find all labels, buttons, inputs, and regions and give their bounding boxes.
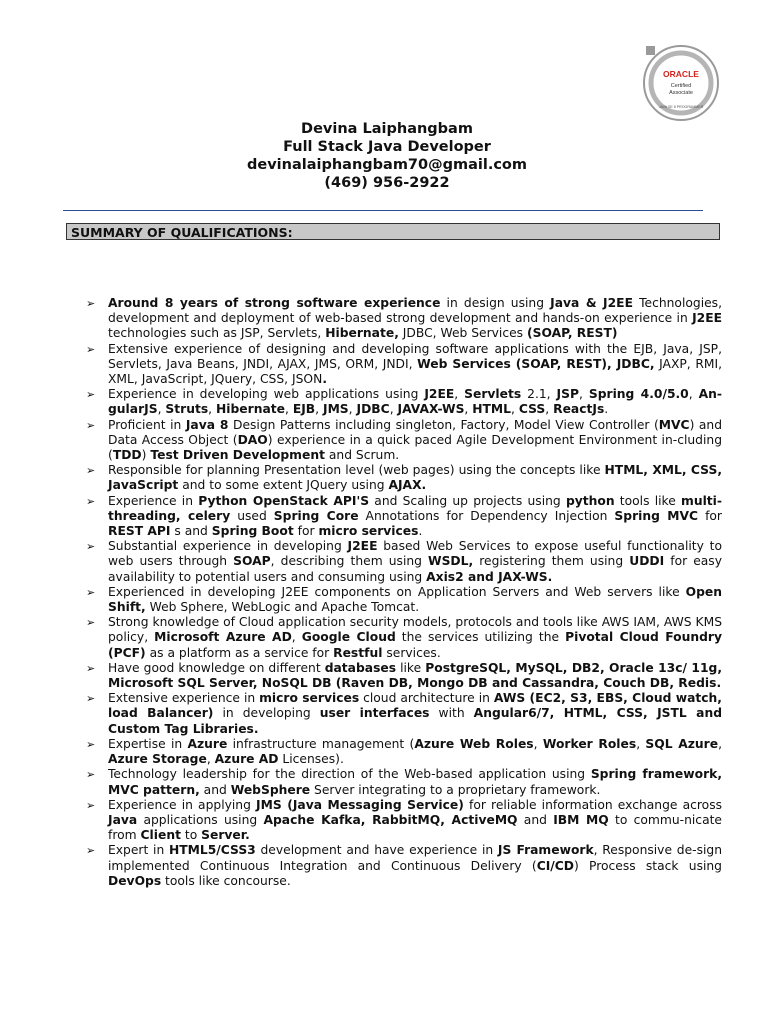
bold-text: Angular6/7, HTML, CSS, JSTL and Custom Tag Libraries. [108, 706, 723, 736]
bullet-arrow-icon: ➢ [86, 737, 96, 751]
bold-text: Web Services (SOAP, REST), JDBC, [417, 356, 655, 371]
body-text: Technology leadership for the direction of the Web-based application using [108, 767, 591, 782]
body-text: , [533, 736, 543, 751]
bullet-arrow-icon: ➢ [86, 418, 96, 432]
body-text: ) [141, 448, 151, 463]
bold-text: EJB [292, 402, 316, 417]
body-text: tools like concourse. [161, 873, 291, 888]
body-text: and [517, 812, 554, 827]
bold-text: JDBC [356, 402, 390, 417]
bold-text: REST API [108, 524, 171, 539]
bold-text: Axis2 and JAX-WS. [426, 569, 553, 584]
bold-text: databases [324, 660, 397, 675]
bold-text: Python OpenStack API'S [198, 493, 370, 508]
bold-text: Azure AD [214, 752, 279, 767]
candidate-title: Full Stack Java Developer [283, 139, 491, 155]
body-text: , [545, 402, 554, 417]
body-text: , describing them using [270, 554, 429, 569]
badge-line2: Associate [669, 90, 693, 96]
bold-text: Java 8 [185, 417, 229, 432]
resume-header [0, 120, 768, 192]
bold-text: Azure [187, 736, 228, 751]
body-text: like [396, 660, 426, 675]
body-text: Experience in developing web applications using [108, 387, 425, 402]
body-text: tools like [614, 493, 682, 508]
bold-text: Google Cloud [301, 630, 396, 645]
bold-text: ReactJs [553, 402, 605, 417]
summary-item [86, 798, 722, 844]
body-text: , [579, 387, 589, 402]
bold-text: JS Framework [497, 843, 594, 858]
body-text: Design Patterns including singleton, Factory, Model View Controller ( [228, 417, 659, 432]
bold-text: Spring framework, MVC pattern, [108, 767, 722, 797]
body-text: . [418, 524, 423, 539]
summary-item [86, 342, 722, 388]
summary-item [86, 463, 722, 493]
badge-brand: ORACLE [663, 69, 699, 79]
candidate-name: Devina Laiphangbam [301, 121, 473, 137]
bold-text: WSDL, [428, 554, 474, 569]
body-text: Experienced in developing J2EE components on Application Servers and Web servers like [108, 584, 686, 599]
bold-text: Pivotal Cloud Foundry (PCF) [108, 630, 722, 660]
body-text: Experience in [108, 493, 199, 508]
body-text: Substantial experience in developing [108, 539, 348, 554]
bold-text: SOAP [233, 554, 271, 569]
body-text: , [636, 736, 646, 751]
bold-text: AJAX. [388, 478, 427, 493]
body-text: . [604, 402, 609, 417]
bold-text: AWS (EC2, S3, EBS, Cloud watch, load Balancer) [108, 691, 722, 721]
body-text: , [157, 402, 166, 417]
bold-text: HTML [472, 402, 512, 417]
body-text: JDBC, Web Services [398, 326, 527, 341]
body-text: , [389, 402, 398, 417]
summary-item [86, 585, 722, 615]
bullet-arrow-icon: ➢ [86, 844, 96, 858]
body-text: , [464, 402, 473, 417]
body-text: ) experience in a quick paced Agile Development Environment in-cluding ( [108, 432, 722, 463]
bold-text: JMS (Java Messaging Service) [256, 797, 464, 812]
header-divider [63, 210, 703, 211]
body-text: the services utilizing the [395, 630, 566, 645]
bold-text: J2EE [424, 387, 455, 402]
bold-text: multi-threading, celery [108, 493, 722, 523]
body-text: Web Sphere, WebLogic and Apache Tomcat. [145, 600, 420, 615]
bold-text: CI/CD [536, 858, 575, 873]
body-text: Have good knowledge on different [108, 660, 325, 675]
bold-text: Spring 4.0/5.0 [588, 387, 689, 402]
body-text: Responsible for planning Presentation level (web pages) using the concepts like [108, 463, 605, 478]
bold-text: Server. [201, 828, 250, 843]
bullet-arrow-icon: ➢ [86, 616, 96, 630]
summary-item [86, 691, 722, 737]
body-text: Licenses). [278, 752, 344, 767]
body-text: , [284, 402, 293, 417]
summary-list [86, 296, 722, 889]
body-text: s and [170, 524, 212, 539]
bold-text: Microsoft Azure AD [154, 630, 292, 645]
bold-text: DevOps [108, 873, 162, 888]
body-text: , Responsive de-sign implemented Continuous Integration and Continuous Delivery ( [108, 843, 722, 873]
oracle-certified-associate-badge [642, 44, 720, 122]
body-text: Proficient in [108, 417, 186, 432]
body-text: used [230, 508, 274, 523]
body-text: for reliable information exchange across [463, 797, 723, 812]
bold-text: PostgreSQL, MySQL, DB2, Oracle 13c/ 11g, Microsoft SQL Server, NoSQL DB (Raven DB, Mongo DB and Cassandra, Couch DB, Redis. [108, 660, 723, 691]
candidate-email: devinalaiphangbam70@gmail.com [247, 157, 527, 173]
body-text: , [348, 402, 357, 417]
summary-item [86, 615, 722, 661]
bold-text: Azure Web Roles [414, 736, 534, 751]
summary-item [86, 767, 722, 797]
body-text: , [718, 736, 722, 751]
bullet-arrow-icon: ➢ [86, 388, 96, 402]
body-text: and Scaling up projects using [369, 493, 566, 508]
bold-text: J2EE [347, 539, 378, 554]
bold-text: SQL Azure [645, 736, 719, 751]
bold-text: JMS [323, 402, 349, 417]
bold-text: micro services [259, 691, 360, 706]
bold-text: Azure Storage [108, 752, 207, 767]
body-text: Expertise in [108, 736, 188, 751]
bold-text: Java [108, 812, 138, 827]
bold-text: Spring MVC [614, 508, 699, 523]
bullet-arrow-icon: ➢ [86, 768, 96, 782]
bullet-arrow-icon: ➢ [86, 585, 96, 599]
summary-item [86, 737, 722, 767]
summary-item [86, 494, 722, 540]
body-text: development and have experience in [255, 843, 498, 858]
summary-item [86, 296, 722, 342]
candidate-phone: (469) 956-2922 [324, 175, 450, 191]
bullet-arrow-icon: ➢ [86, 540, 96, 554]
bold-text: Servlets [464, 387, 522, 402]
bold-text: J2EE [692, 311, 722, 326]
body-text: Annotations for Dependency Injection [358, 508, 615, 523]
bold-text: micro services [318, 524, 419, 539]
body-text: to commu-nicate from [108, 812, 722, 843]
bold-text: JAVAX-WS [397, 402, 465, 417]
summary-item [86, 843, 722, 889]
body-text: , [208, 402, 216, 417]
certification-seal-icon [642, 44, 720, 122]
bold-text: IBM MQ [553, 812, 609, 827]
bold-text: Struts [165, 402, 209, 417]
bold-text: python [565, 493, 615, 508]
bullet-arrow-icon: ➢ [86, 798, 96, 812]
body-text: registering them using [473, 554, 630, 569]
bold-text: Open Shift, [108, 584, 722, 615]
body-text: technologies such as JSP, Servlets, [108, 326, 326, 341]
bullet-arrow-icon: ➢ [86, 692, 96, 706]
body-text: Experience in applying [108, 797, 257, 812]
body-text: , [291, 630, 302, 645]
bold-text: TDD [112, 448, 142, 463]
body-text: ) and Data Access Object ( [108, 417, 723, 447]
bold-text: Worker Roles [542, 736, 637, 751]
bold-text: user interfaces [319, 706, 430, 721]
body-text: and Scrum. [324, 448, 400, 463]
body-text: based Web Services to expose useful functionality to web users through [108, 539, 722, 569]
bold-text: Hibernate, [325, 326, 399, 341]
bullet-arrow-icon: ➢ [86, 464, 96, 478]
bold-text: WebSphere [230, 782, 311, 797]
body-text: services. [382, 645, 441, 660]
body-text: JAXP, RMI, XML, JavaScript, JQuery, CSS, JSON [108, 356, 723, 387]
summary-item [86, 539, 722, 585]
bold-text: CSS [518, 402, 546, 417]
bold-text: Around 8 years of strong software experience [108, 296, 441, 310]
body-text: in design using [440, 296, 551, 310]
body-text: , [206, 752, 215, 767]
bold-text: Hibernate [216, 402, 285, 417]
bold-text: Apache Kafka, RabbitMQ, ActiveMQ [263, 812, 518, 827]
body-text: ) Process stack using [574, 858, 722, 873]
badge-ring-text: JAVA SE 8 PROGRAMMER [658, 105, 704, 109]
summary-item [86, 661, 722, 691]
body-text: in developing [213, 706, 320, 721]
body-text: Extensive experience of designing and developing software applications with the EJB, Java, JSP, Servlets, Java Beans, JNDI, AJAX, JMS, ORM, JNDI, [108, 341, 722, 371]
body-text: for [293, 524, 319, 539]
bold-text: Java & J2EE [550, 296, 633, 310]
bold-text: . [322, 372, 327, 387]
body-text: and [199, 782, 231, 797]
bold-text: Restful [333, 645, 383, 660]
body-text: Technologies, development and deployment of web-based strong development and hands-on experience in [108, 296, 722, 326]
bold-text: Spring Boot [211, 524, 294, 539]
summary-item [86, 387, 722, 417]
body-text: to [180, 828, 202, 843]
body-text: and to some extent JQuery using [178, 478, 389, 493]
bold-text: Spring Core [273, 508, 359, 523]
bold-text: UDDI [629, 554, 665, 569]
body-text: Server integrating to a proprietary framework. [310, 782, 601, 797]
bold-text: DAO [237, 432, 268, 447]
badge-line1: Certified [670, 83, 692, 89]
body-text: for [698, 508, 722, 523]
body-text: as a platform as a service for [145, 645, 334, 660]
section-heading-summary: SUMMARY OF QUALIFICATIONS: [66, 223, 720, 240]
bold-text: (SOAP, REST) [526, 326, 618, 341]
body-text: , [688, 387, 699, 402]
body-text: infrastructure management ( [227, 736, 415, 751]
body-text: for easy availability to potential users and consuming using [108, 554, 722, 584]
summary-item [86, 418, 722, 464]
body-text: Extensive experience in [108, 691, 260, 706]
body-text: applications using [137, 812, 264, 827]
body-text: , [454, 387, 465, 402]
bold-text: HTML5/CSS3 [168, 843, 256, 858]
body-text: cloud architecture in [359, 691, 494, 706]
bullet-arrow-icon: ➢ [86, 494, 96, 508]
bold-text: HTML, XML, CSS, JavaScript [108, 463, 722, 493]
bold-text: An-gularJS [108, 387, 722, 417]
bold-text: Client [140, 828, 181, 843]
bullet-arrow-icon: ➢ [86, 297, 96, 310]
body-text: Expert in [108, 843, 169, 858]
bold-text: MVC [658, 417, 690, 432]
bullet-arrow-icon: ➢ [86, 342, 96, 356]
body-text: , [315, 402, 323, 417]
bold-text: JSP [556, 387, 579, 402]
bold-text: Test Driven Development [150, 448, 325, 463]
body-text: Strong knowledge of Cloud application security models, protocols and tools like AWS IAM, AWS KMS policy, [108, 615, 722, 645]
bullet-arrow-icon: ➢ [86, 661, 96, 675]
body-text: 2.1, [521, 387, 557, 402]
body-text: with [429, 706, 474, 721]
body-text: , [511, 402, 519, 417]
